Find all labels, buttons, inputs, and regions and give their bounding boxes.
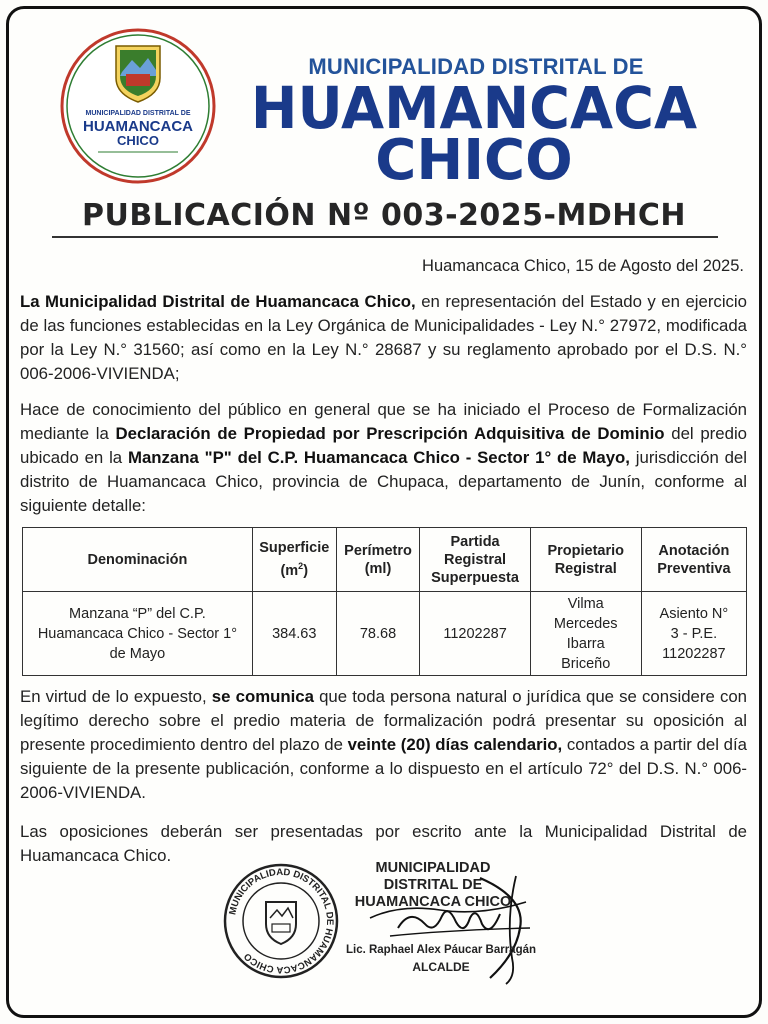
publication-title: PUBLICACIÓN Nº 003-2025-MDHCH [82,198,686,233]
paragraph-communication-part3: contados a partir del día siguiente de la presente publicación, conforme a lo dispuesto en el artículo 72° del D.S. N.° 006-2006-VIVIENDA. [20,735,747,802]
stamp-line1: MUNICIPALIDAD DISTRITAL DE [375,860,491,893]
paragraph-communication-bold1: se comunica [211,687,314,706]
header-perimetro-label: Perímetro [344,542,412,559]
header-superficie-unit: (m [280,562,299,579]
header-propietario: Propietario Registral [530,528,641,592]
municipality-logo-icon [60,28,216,184]
paragraph-communication-part2: que toda persona natural o jurídica que se considere con legítimo derecho sobre el predio materia de formalización podrá presentar su oposición al presente procedimiento dentro del plazo de [20,687,747,754]
header-denominacion: Denominación [23,528,253,592]
cell-superficie: 384.63 [252,592,336,676]
paragraph-intro [20,290,747,386]
logo-text-line1: MUNICIPALIDAD DISTRITAL DE [85,110,191,117]
paragraph-intro-bold: La Municipalidad Distrital de Huamancaca Chico, [20,292,416,311]
signature-block [330,858,560,988]
paragraph-communication-bold2: veinte (20) días calendario, [347,735,563,754]
municipal-seal-icon [222,862,340,980]
logo-text-line2: HUAMANCACA [83,118,193,135]
header-perimetro [336,528,420,592]
paragraph-intro-text: en representación del Estado y en ejercicio de las funciones establecidas en la Ley Orgánica de Municipalidades - Ley N.° 27972, modificada por la Ley N.° 31560; así como en la Ley N.° 28687 y su reglamento aprobado por el D.S. N.° 006-2006-VIVIENDA; [20,292,747,383]
paragraph-notice-part2: del predio ubicado en la [20,424,748,467]
title-underline [52,236,718,238]
seal-ring-text: MUNICIPALIDAD DISTRITAL DE HUAMANCACA CHICO [227,866,336,976]
table-header-row [23,528,747,592]
header-anotacion: Anotación Preventiva [641,528,746,592]
header-title-line1: HUAMANCACA [250,74,698,142]
signature-stamp-title [338,860,528,911]
signatory-name: Lic. Raphael Alex Páucar Barragán [345,944,537,956]
cell-anotacion: Asiento N° 3 - P.E. 11202287 [641,592,746,676]
logo-text-line3: CHICO [117,133,159,148]
signatory-role: ALCALDE [412,960,470,974]
property-detail-table [22,527,747,676]
stamp-line2: HUAMANCACA CHICO [354,894,512,910]
header-superficie-sup: 2 [298,561,304,572]
header-subtitle: MUNICIPALIDAD DISTRITAL DE [308,54,644,79]
header-superficie [252,528,336,592]
header-partida: Partida Registral Superpuesta [420,528,530,592]
paragraph-notice-part1: Hace de conocimiento del público en general que se ha iniciado el Proceso de Formalización mediante la [20,400,747,443]
header-superficie-label: Superficie [259,540,330,557]
paragraph-communication [20,685,747,805]
header-title-line2: CHICO [375,128,573,193]
cell-perimetro: 78.68 [336,592,420,676]
paragraph-notice-bold1: Declaración de Propiedad por Prescripción Adquisitiva de Dominio [115,424,665,443]
paragraph-notice-bold2: Manzana "P" del C.P. Huamancaca Chico - Sector 1° de Mayo, [127,448,630,467]
cell-denominacion: Manzana “P” del C.P. Huamancaca Chico - Sector 1° de Mayo [23,592,253,676]
cell-partida: 11202287 [420,592,530,676]
header-superficie-close: ) [303,562,309,579]
paragraph-communication-part1: En virtud de lo expuesto, [20,687,212,706]
paragraph-notice [20,398,747,518]
date-line: Huamancaca Chico, 15 de Agosto del 2025. [422,257,744,275]
header-perimetro-unit: (ml) [364,560,392,577]
paragraph-oppositions: Las oposiciones deberán ser presentadas por escrito ante la Municipalidad Distrital de Huamancaca Chico. [20,822,747,865]
table-row [23,592,747,676]
paragraph-notice-part3: jurisdicción del distrito de Huamancaca Chico, provincia de Chupaca, departamento de Junín, conforme al siguiente detalle: [20,448,747,515]
cell-propietario: Vilma Mercedes Ibarra Briceño [530,592,641,676]
